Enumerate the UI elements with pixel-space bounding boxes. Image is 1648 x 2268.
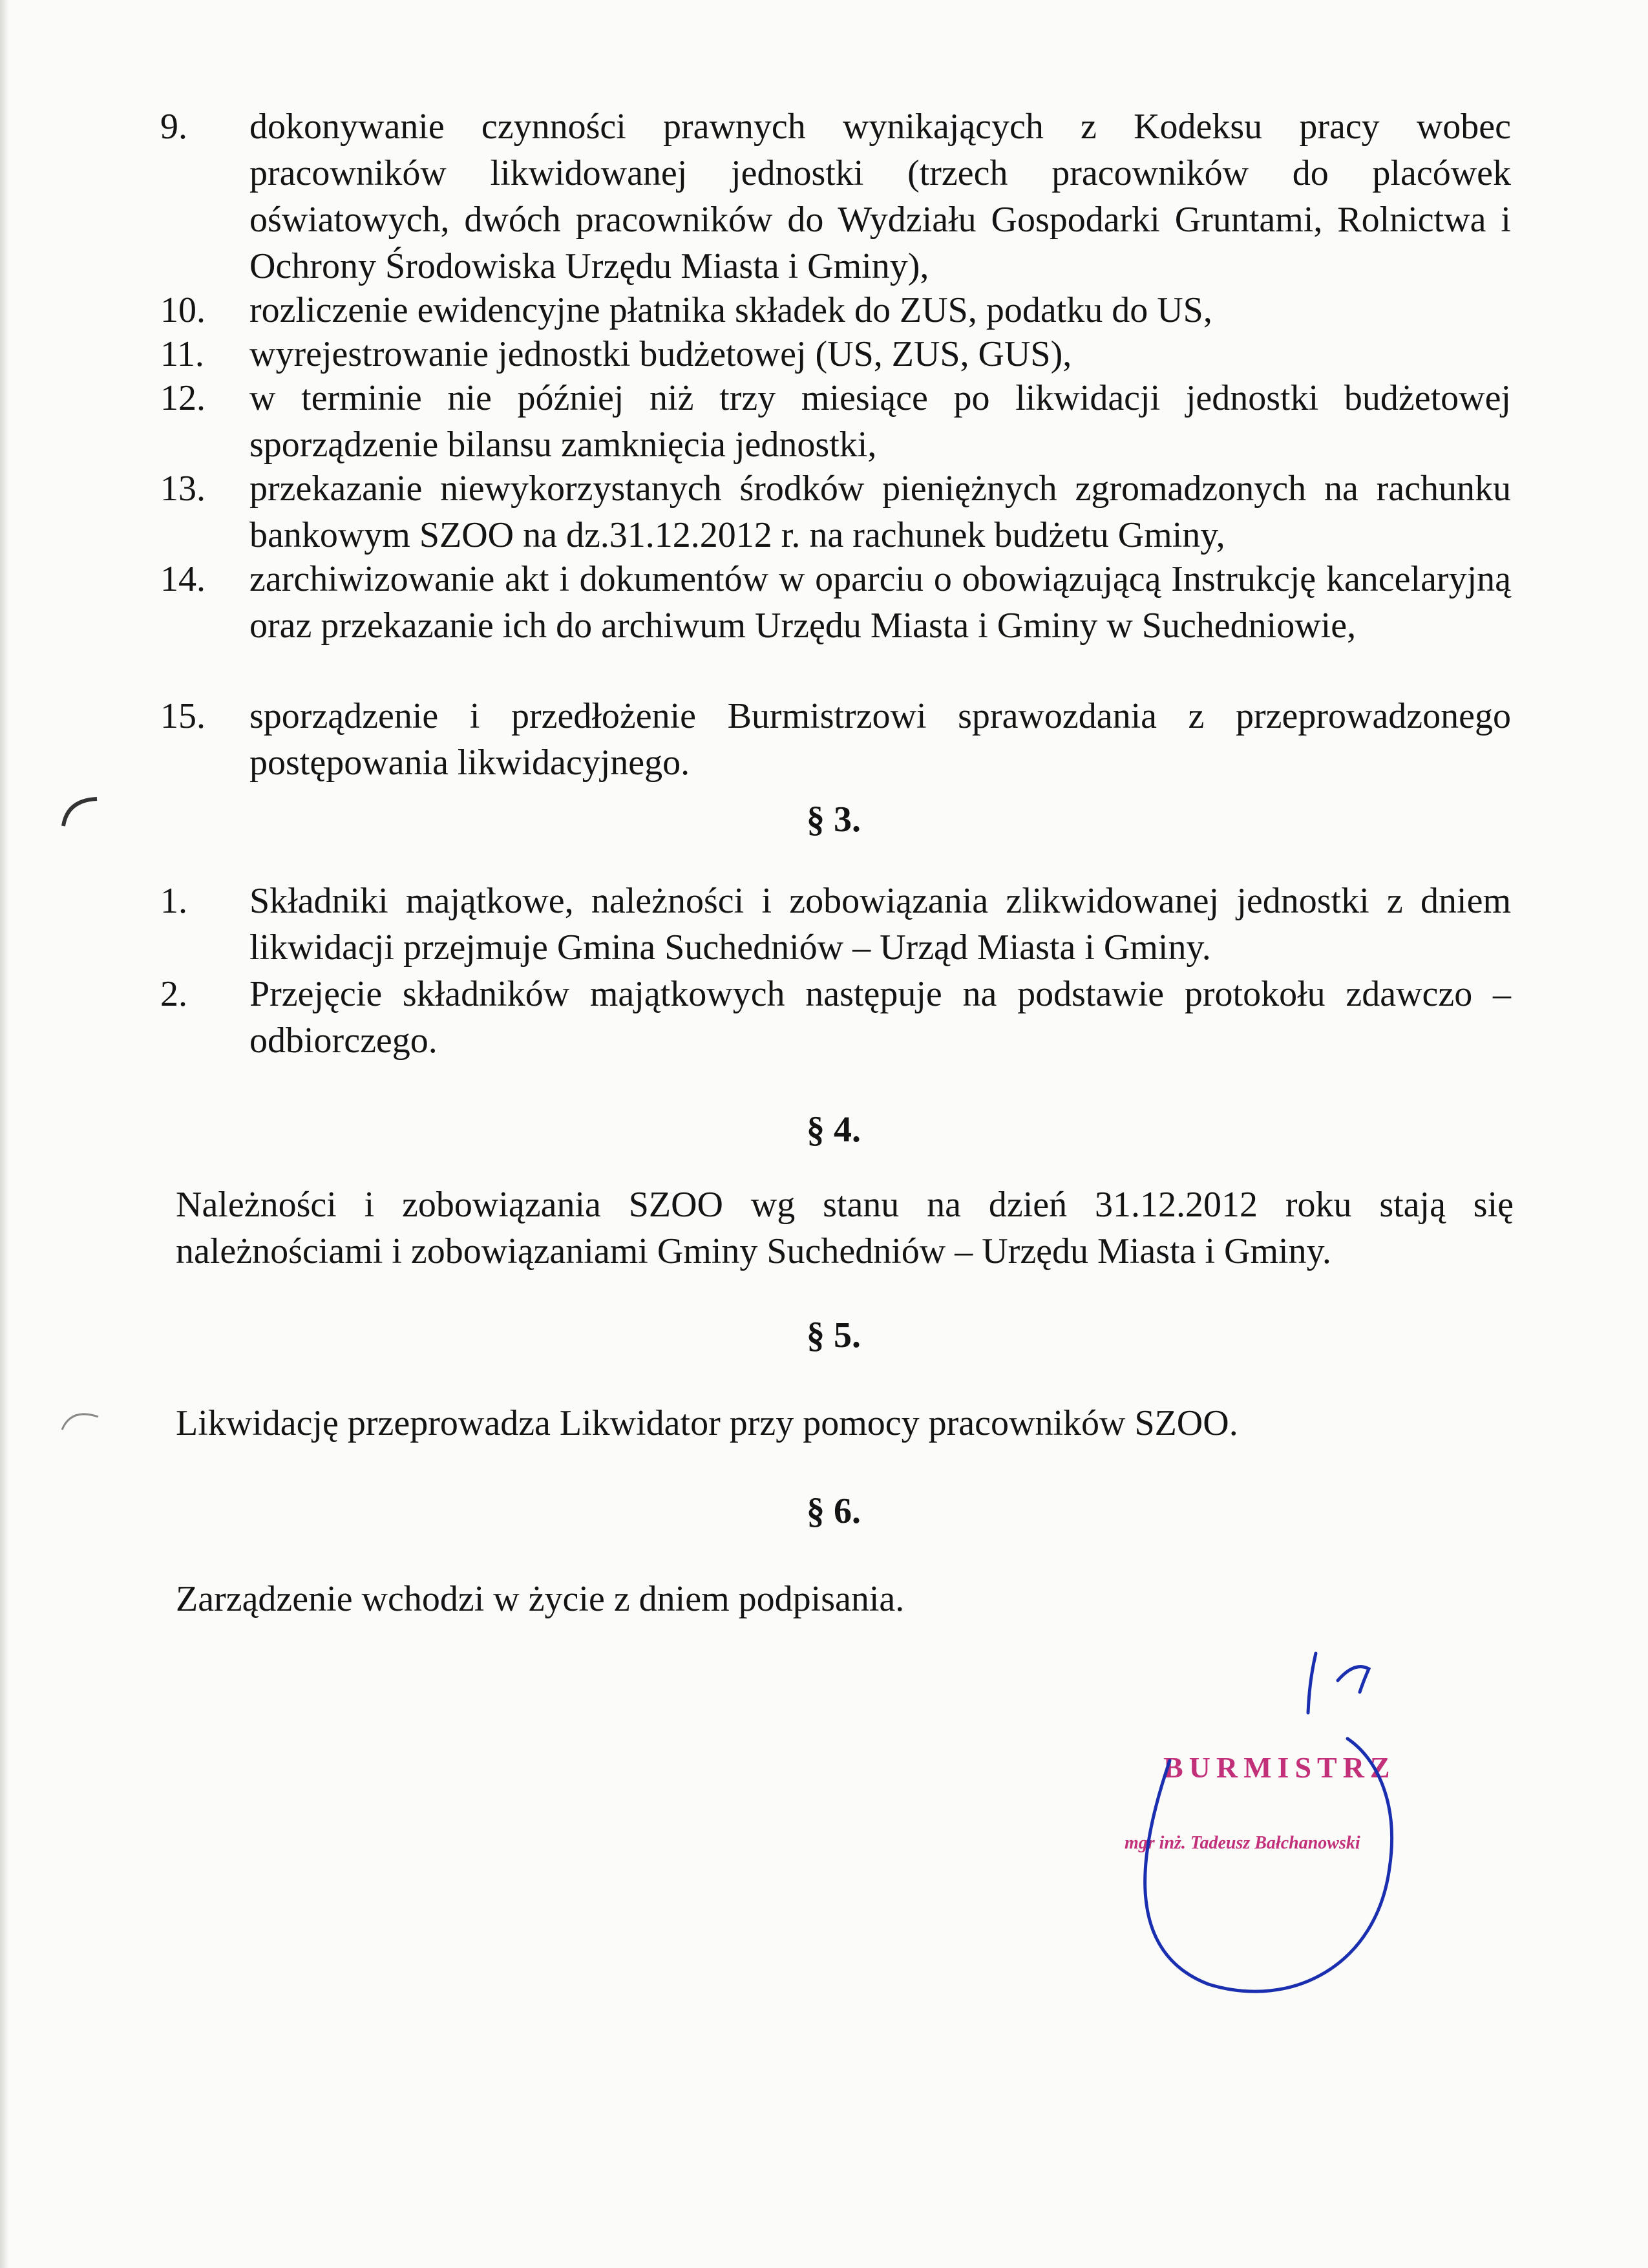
list-text: Składniki majątkowe, należności i zobowiązania zlikwidowanej jednostki z dniem likwidacji przejmuje Gmina Suchedniów – Urząd Miasta i Gminy. (249, 881, 1511, 968)
list-text: sporządzenie i przedłożenie Burmistrzowi sprawozdania z przeprowadzonego postępowania likwidacyjnego. (249, 696, 1511, 783)
list-number: 1. (160, 881, 187, 921)
list-text: Przejęcie składników majątkowych następuje na podstawie protokołu zdawczo – odbiorczego. (249, 974, 1511, 1061)
section-5-text: Likwidację przeprowadza Likwidator przy pomocy pracowników SZOO. (176, 1403, 1238, 1443)
list-number: 13. (160, 469, 206, 509)
list-number: 14. (160, 559, 206, 599)
section-4-text: Należności i zobowiązania SZOO wg stanu na dzień 31.12.2012 roku stają się należnościami i zobowiązaniami Gminy Suchedniów – Urzędu Miasta i Gminy. (176, 1185, 1514, 1271)
section-6-heading: § 6. (807, 1491, 861, 1531)
list-number: 2. (160, 974, 187, 1014)
list-text: przekazanie niewykorzystanych środków pieniężnych zgromadzonych na rachunku bankowym SZOO na dz.31.12.2012 r. na rachunek budżetu Gminy, (249, 469, 1511, 555)
stamp-name: mgr inż. Tadeusz Bałchanowski (1125, 1833, 1360, 1853)
section-3-heading: § 3. (807, 800, 861, 840)
list-number: 15. (160, 696, 206, 736)
list-text: wyrejestrowanie jednostki budżetowej (US, ZUS, GUS), (249, 334, 1072, 374)
list-number: 10. (160, 290, 206, 330)
section-6-text: Zarządzenie wchodzi w życie z dniem podpisania. (176, 1579, 905, 1619)
list-number: 9. (160, 107, 187, 147)
list-number: 11. (160, 334, 204, 374)
stamp-title: BURMISTRZ (1163, 1751, 1396, 1784)
section-5-heading: § 5. (807, 1315, 861, 1355)
list-number: 12. (160, 378, 206, 418)
list-text: w terminie nie później niż trzy miesiące po likwidacji jednostki budżetowej sporządzenie bilansu zamknięcia jednostki, (249, 378, 1511, 465)
list-text: rozliczenie ewidencyjne płatnika składek do ZUS, podatku do US, (249, 290, 1212, 330)
list-text: zarchiwizowanie akt i dokumentów w oparciu o obowiązującą Instrukcję kancelaryjną oraz przekazanie ich do archiwum Urzędu Miasta i Gminy w Suchedniowie, (249, 559, 1511, 646)
section-4-heading: § 4. (807, 1110, 861, 1150)
list-text: dokonywanie czynności prawnych wynikających z Kodeksu pracy wobec pracowników likwidowanej jednostki (trzech pracowników do placówek oświatowych, dwóch pracowników do Wydziału Gospodarki Gruntami, Rolnictwa i Ochrony Środowiska Urzędu Miasta i Gminy), (249, 107, 1511, 286)
